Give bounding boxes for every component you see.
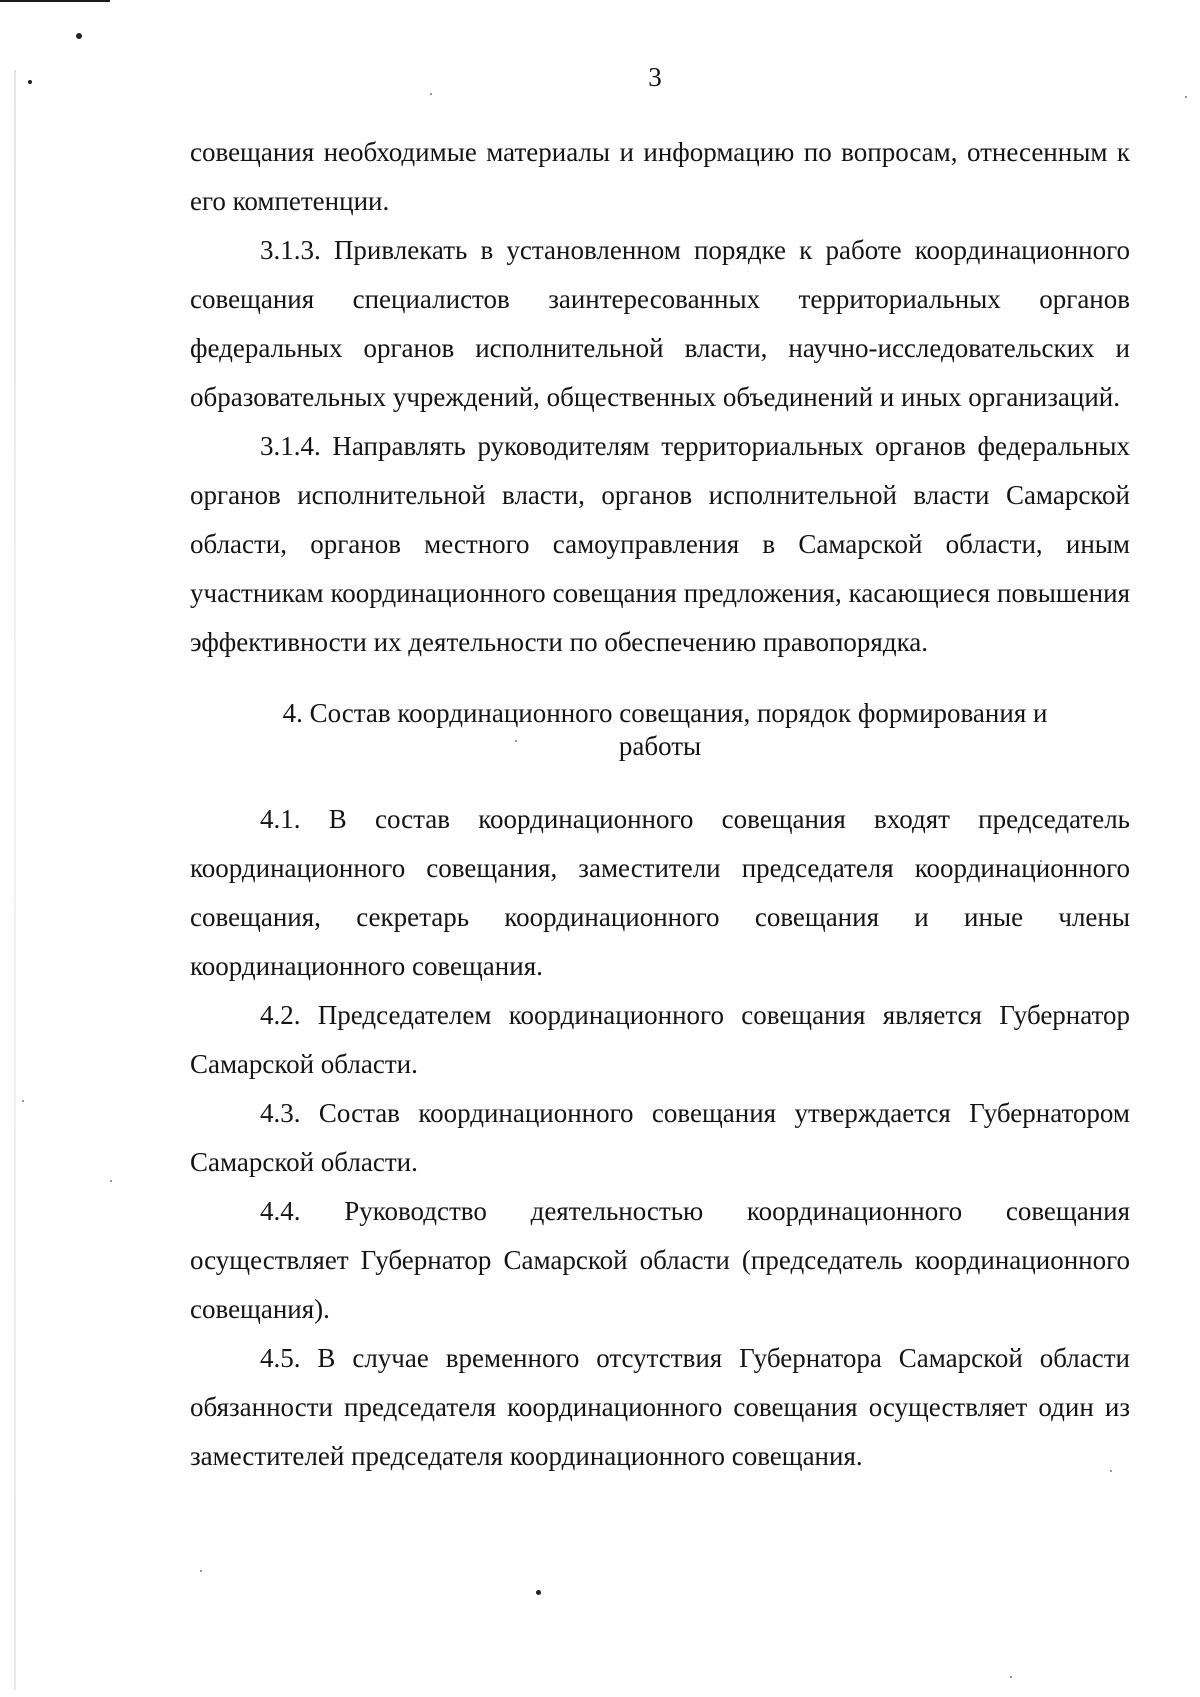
section-4-heading-line-2: работы (618, 731, 702, 761)
section-4-heading (190, 697, 1130, 763)
scan-artifact-dot (76, 33, 82, 39)
section-4-heading-line-1: 4. Состав координационного совещания, порядок формирования и (282, 698, 1048, 728)
paragraph-4-1: 4.1. В состав координационного совещания входят председатель координационного совещания, заместители председателя координационного совещания, секретарь координационного совещания и иные члены координационного совещания. (190, 804, 1130, 981)
scan-artifact-speck (110, 1180, 112, 1182)
scan-artifact-line (0, 0, 110, 2)
paragraph-continuation: совещания необходимые материалы и информацию по вопросам, отнесенным к его компетенции. (190, 137, 1130, 216)
paragraph-4-5: 4.5. В случае временного отсутствия Губернатора Самарской области обязанности председателя координационного совещания осуществляет один из заместителей председателя координационного совещания. (190, 1343, 1130, 1471)
scan-artifact-speck (22, 1100, 24, 1102)
scan-artifact-dot (536, 1590, 541, 1595)
paragraph-3-1-4: 3.1.4. Направлять руководителям территориальных органов федеральных органов исполнительной власти, органов исполнительной власти Самарской области, органов местного самоуправления в Самарской области, иным участникам координационного совещания предложения, касающиеся повышения эффективности их деятельности по обеспечению правопорядка. (190, 431, 1130, 657)
paragraph-4-3: 4.3. Состав координационного совещания утверждается Губернатором Самарской области. (190, 1098, 1130, 1177)
paragraph-4-2: 4.2. Председателем координационного совещания является Губернатор Самарской области. (190, 1000, 1130, 1079)
scan-artifact-speck (1185, 96, 1187, 98)
document-body (190, 128, 1130, 1481)
page-number: 3 (648, 62, 662, 92)
scan-artifact-speck (430, 93, 432, 95)
paragraph-4-4: 4.4. Руководство деятельностью координационного совещания осуществляет Губернатор Самарской области (председатель координационного совещания). (190, 1196, 1130, 1324)
paragraph-3-1-3: 3.1.3. Привлекать в установленном порядке к работе координационного совещания специалистов заинтересованных территориальных органов федеральных органов исполнительной власти, научно-исследовательских и образовательных учреждений, общественных объединений и иных организаций. (190, 235, 1130, 412)
scan-artifact-speck (200, 1570, 202, 1572)
scan-artifact-edge (14, 70, 16, 1690)
scan-artifact-speck (1010, 1676, 1012, 1678)
